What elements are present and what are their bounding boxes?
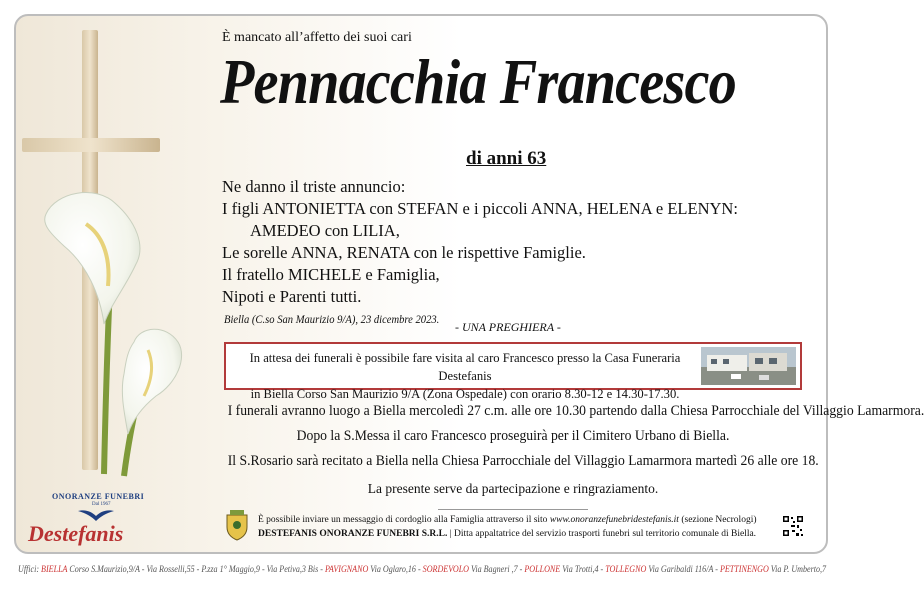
closing-text: La presente serve da partecipazione e ringraziamento. (367, 481, 659, 496)
footer-message: È possibile inviare un messaggio di cordoglio alla Famiglia attraverso il sito (258, 515, 548, 525)
offices-label: Uffici: (18, 564, 40, 575)
qr-code-icon[interactable] (782, 515, 804, 537)
funeral-line: Dopo la S.Messa il caro Francesco proseguirà per il Cimitero Urbano di Biella. (296, 427, 730, 444)
announce-line: I figli ANTONIETTA con STEFAN e i piccoli ANNA, HELENA e ELENYN: (222, 199, 738, 218)
announce-line: Nipoti e Parenti tutti. (222, 287, 362, 306)
announce-line: Il fratello MICHELE e Famiglia, (222, 265, 440, 284)
logo-since-text: Dal 1967 (92, 502, 111, 507)
offices-strip (18, 564, 826, 575)
visit-line: In attesa dei funerali è possibile fare visita al caro Francesco presso la Casa Funeraria Destefanis (249, 351, 681, 383)
office-town: PETTINENGO (719, 564, 769, 575)
visit-text (230, 349, 700, 403)
office-town: TOLLEGNO (605, 564, 647, 575)
announcement-list (222, 176, 738, 308)
logo-top-text: ONORANZE FUNEBRI (52, 492, 145, 501)
deceased-name: Pennacchia Francesco (220, 46, 736, 117)
intro-text: È mancato all’affetto dei suoi cari (222, 30, 412, 45)
cross-and-lilies-image (16, 24, 186, 484)
footer-note (258, 513, 757, 541)
logo-name-text: Destefanis (28, 521, 124, 546)
announce-line: Ne danno il triste annuncio: (222, 177, 406, 196)
office-address: Via Bagneri ,7 - (471, 564, 523, 575)
destefanis-logo (22, 488, 172, 552)
office-town: SORDEVOLO (422, 564, 470, 575)
funeral-home-photo (701, 347, 796, 385)
announce-line: Le sorelle ANNA, RENATA con le rispettive Famiglie. (222, 243, 586, 262)
office-address: Via Garibaldi 116/A - (648, 564, 718, 575)
office-address: Via P. Umberto,7 (770, 564, 827, 575)
office-town: BIELLA (41, 564, 68, 575)
company-name: DESTEFANIS ONORANZE FUNEBRI S.R.L. (258, 529, 448, 539)
visit-info-box (224, 342, 802, 401)
visit-line: in Biella Corso San Maurizio 9/A (Zona Ospedale) con orario 8.30-12 e 14.30-17.30. (250, 387, 680, 401)
office-town: PAVIGNANO (324, 564, 369, 575)
age-text: di anni 63 (466, 148, 547, 169)
funeral-details (196, 398, 924, 473)
office-address: Via Oglaro,16 - (370, 564, 421, 575)
divider (438, 509, 588, 510)
website-note: (sezione Necrologi) (681, 515, 757, 525)
funeral-line: I funerali avranno luogo a Biella mercoledì 27 c.m. alle ore 10.30 partendo dalla Chiesa Parrocchiale del Villaggio Lamarmora. (227, 402, 924, 419)
office-address: Via Trotti,4 - (562, 564, 604, 575)
company-note: | Ditta appaltatrice del servizio trasporti funebri sul territorio comunale di Biella. (449, 529, 757, 539)
website-link[interactable]: www.onoranzefunebridestefanis.it (549, 515, 679, 525)
prayer-heading: - UNA PREGHIERA - (455, 320, 561, 334)
office-town: POLLONE (524, 564, 561, 575)
municipal-crest-icon (224, 509, 250, 541)
dove-icon (78, 508, 114, 522)
office-address: Corso S.Maurizio,9/A - Via Rosselli,55 - P.zza 1° Maggio,9 - Via Petiva,3 Bis - (69, 564, 323, 575)
announce-line: AMEDEO con LILIA, (250, 221, 400, 240)
place-date: Biella (C.so San Maurizio 9/A), 23 dicembre 2023. (224, 314, 440, 326)
funeral-line: Il S.Rosario sarà recitato a Biella nella Chiesa Parrocchiale del Villaggio Lamarmora martedì 26 alle ore 18. (227, 452, 819, 469)
